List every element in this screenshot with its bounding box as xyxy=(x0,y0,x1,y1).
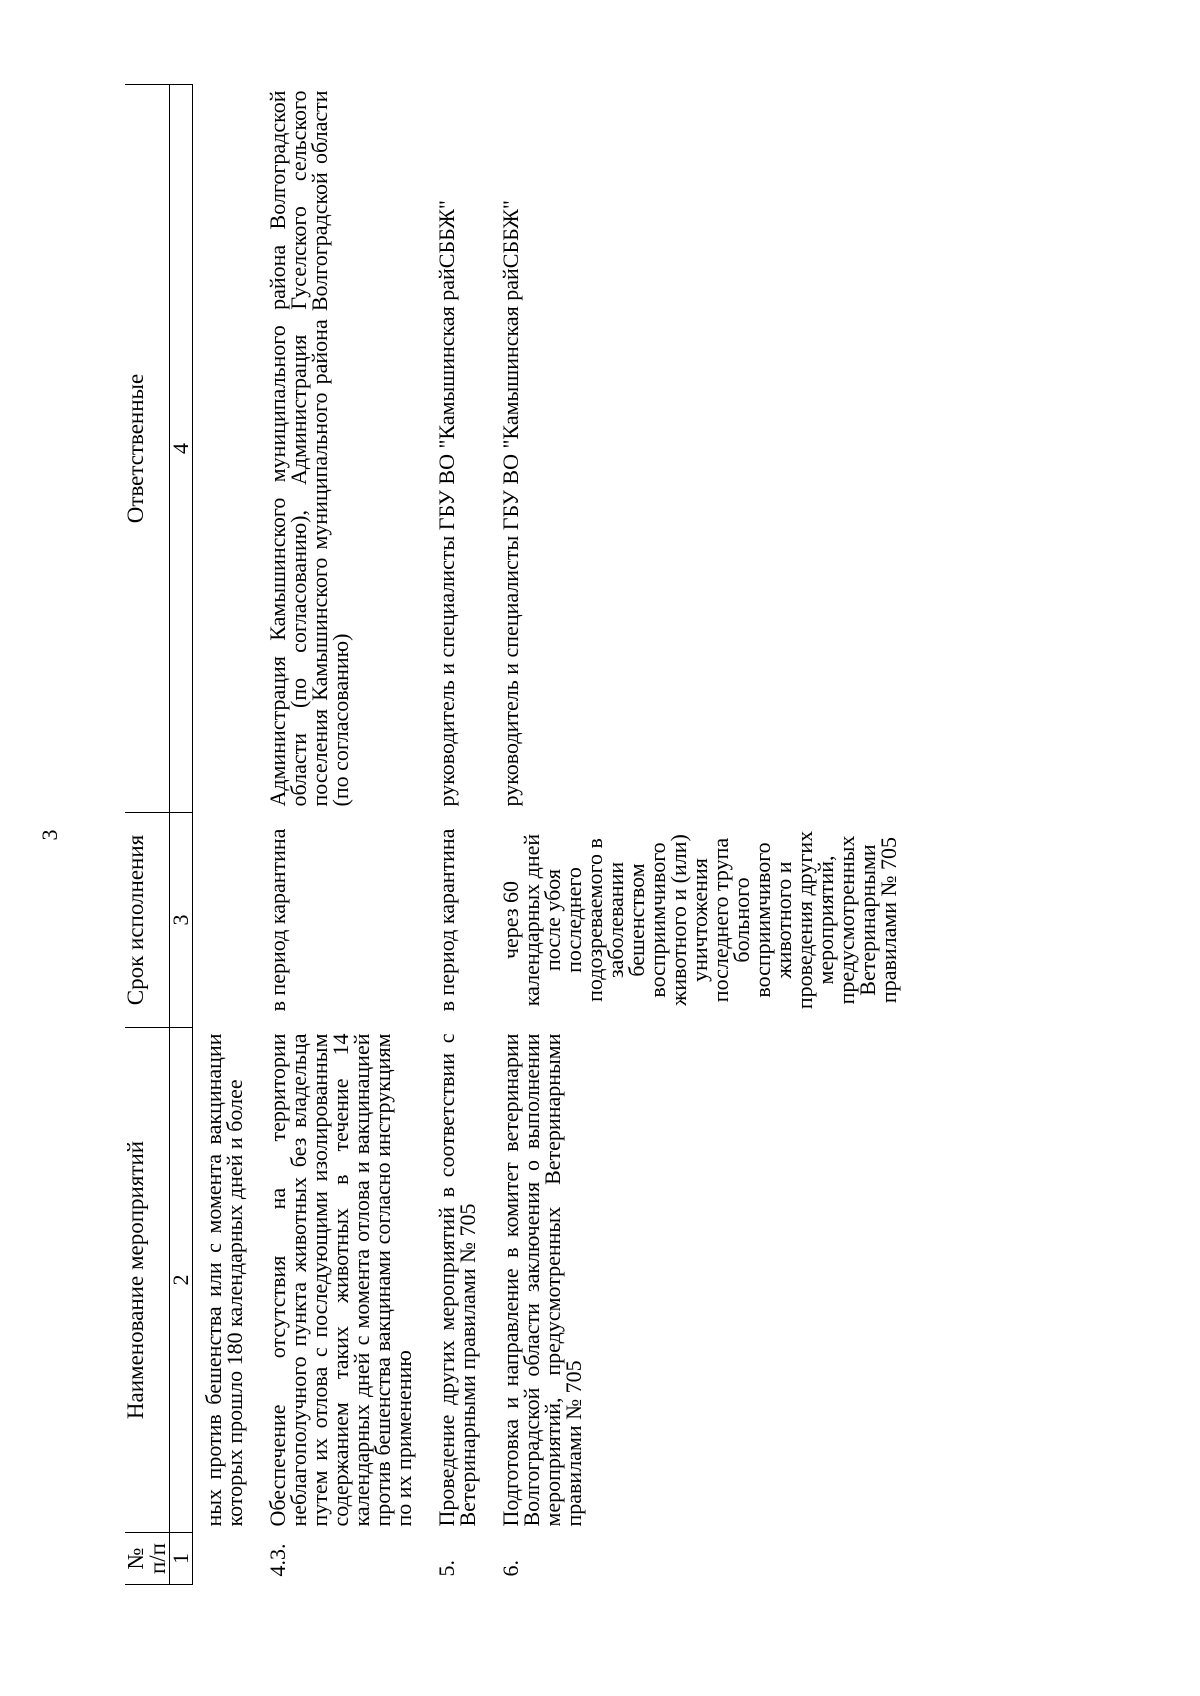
header-number: № п/п xyxy=(125,1533,170,1585)
table-row xyxy=(478,85,899,1585)
row-term: через 60 календарных дней после убоя последнего подозреваемого в заболевании бешенством восприимчивого животного и (или) уничтожения последнего трупа больного восприимчивого животного и проведения других мероприятий, предусмотренных Ветеринарными правилами № 705 xyxy=(498,830,901,1010)
table-row xyxy=(193,85,246,1585)
header-term: Срок исполнения xyxy=(125,813,170,1028)
header-name: Наименование мероприятий xyxy=(125,1028,170,1533)
row-name: Проведение других мероприятий в соответствии с Ветеринарными правилами № 705 xyxy=(434,1033,480,1527)
column-number: 1 xyxy=(170,1533,193,1585)
row-term: в период карантина xyxy=(265,828,290,1012)
column-number: 2 xyxy=(170,1028,193,1533)
header-responsible: Ответственные xyxy=(125,85,170,813)
row-name: Подготовка и направление в комитет ветеринарии Волгоградской области заключения о выполнении мероприятий, предусмотренных Ветеринарными правилами № 705 xyxy=(498,1033,586,1527)
row-term: в период карантина xyxy=(434,828,459,1012)
row-name: Обеспечение отсутствия на территории неблагополучного пункта животных без владельца путем их отлова с последующими изолированным содержанием таких животных в течение 14 календарных дней с момента отлова и вакцинацией против бешенства вакцинами согласно инструкциям по их применению xyxy=(265,1033,416,1527)
table-row xyxy=(245,85,414,1585)
row-responsible xyxy=(193,85,246,813)
column-number: 3 xyxy=(170,813,193,1028)
row-responsible: руководитель и специалисты ГБУ ВО "Камышинская райСББЖ" xyxy=(434,200,459,807)
column-number-row xyxy=(170,85,193,1585)
measures-table xyxy=(125,84,899,1585)
rotated-sheet xyxy=(37,85,1125,1585)
row-responsible: руководитель и специалисты ГБУ ВО "Камышинская райСББЖ" xyxy=(498,200,523,807)
row-responsible: Администрация Камышинского муниципального района Волгоградской области (по согласованию), Администрация Гуселского сельского поселения Камышинского муниципального района Волгоградской области (по согласованию) xyxy=(265,90,353,807)
row-term xyxy=(193,813,246,1028)
row-number: 6. xyxy=(498,1560,523,1577)
table-header-row xyxy=(125,85,170,1585)
row-number xyxy=(193,1533,246,1585)
row-number: 4.3. xyxy=(265,1543,290,1577)
page-number: 3 xyxy=(37,829,62,841)
column-number: 4 xyxy=(170,85,193,813)
row-name: ных против бешенства или с момента вакцинации которых прошло 180 календарных дней и более xyxy=(201,1033,247,1527)
row-number: 5. xyxy=(434,1560,459,1577)
table-row xyxy=(414,85,478,1585)
